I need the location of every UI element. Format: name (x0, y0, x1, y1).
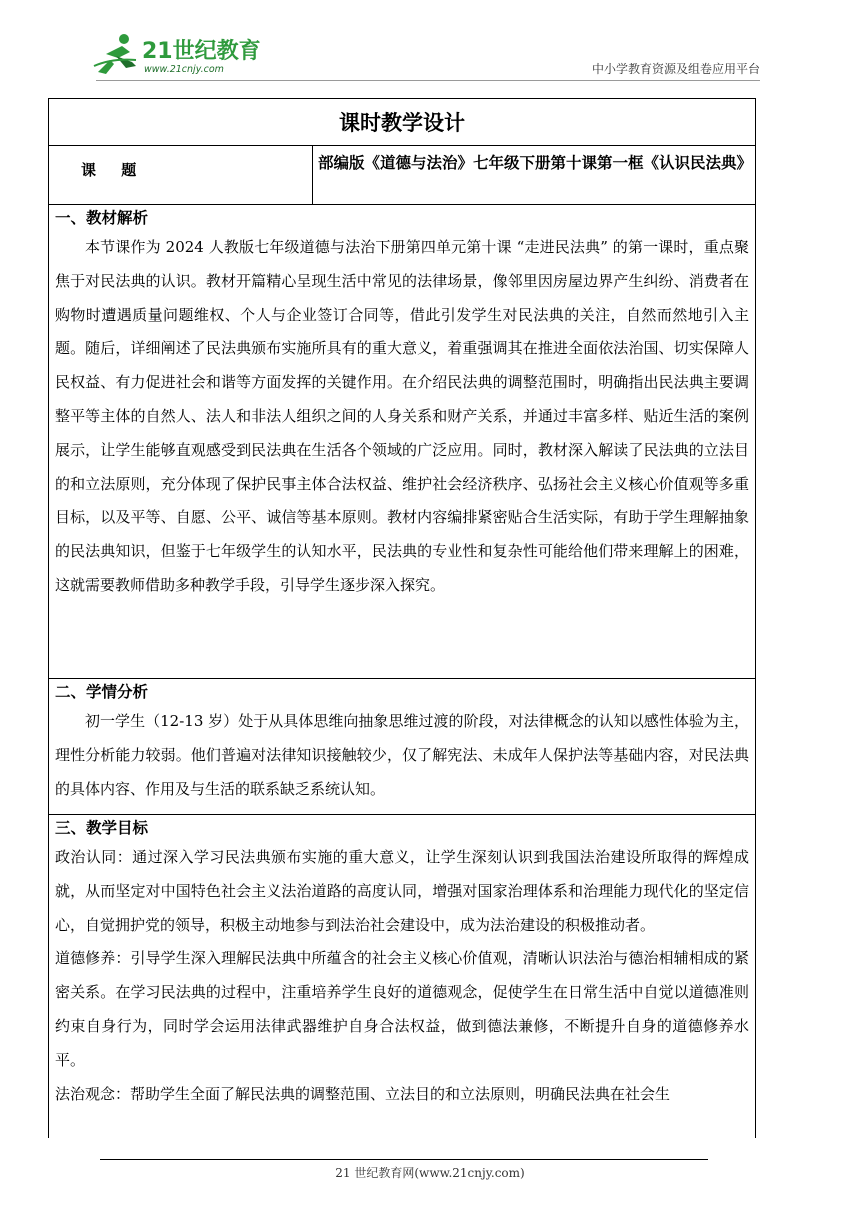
page-header (0, 0, 860, 90)
platform-name: 中小学教育资源及组卷应用平台 (591, 62, 760, 76)
table-title: 课时教学设计 (49, 99, 755, 146)
logo-text: 21世纪教育 (142, 39, 261, 64)
header-divider (96, 80, 760, 81)
section-student-analysis (49, 679, 755, 815)
goal-political: 政治认同：通过深入学习民法典颁布实施的重大意义，让学生深刻认识到我国法治建设所取得的辉煌成就，从而坚定对中国特色社会主义法治道路的高度认同，增强对国家治理体系和治理能力现代化的坚定信心，自觉拥护党的领导，积极主动地参与到法治社会建设中，成为法治建设的积极推动者。 (55, 848, 749, 934)
goal-legal: 法治观念：帮助学生全面了解民法典的调整范围、立法目的和立法原则，明确民法典在社会生 (55, 1084, 671, 1103)
section-teaching-goals (49, 815, 755, 1111)
paragraph: 初一学生（12-13 岁）处于从具体思维向抽象思维过渡的阶段，对法律概念的认知以感性体验为主，理性分析能力较弱。他们普遍对法律知识接触较少，仅了解宪法、未成年人保护法等基础内容，对民法典的具体内容、作用及与生活的联系缺乏系统认知。 (55, 712, 749, 798)
runner-icon (94, 34, 136, 74)
logo-url: www.21cnjy.com (144, 64, 224, 75)
footer-divider (100, 1159, 708, 1160)
section-textbook-analysis (49, 205, 755, 679)
topic-row (49, 146, 755, 205)
section-title: 三、教学目标 (55, 819, 149, 837)
section-title: 一、教材解析 (55, 209, 149, 227)
lesson-design-table (48, 98, 756, 1138)
paragraph: 本节课作为 2024 人教版七年级道德与法治下册第四单元第十课 “走进民法典” 的第一课时，重点聚焦于对民法典的认识。教材开篇精心呈现生活中常见的法律场景，像邻里因房屋边界产生纠纷、消费者在购物时遭遇质量问题维权、个人与企业签订合同等，借此引发学生对民法典的关注，自然而然地引入主题。随后，详细阐述了民法典颁布实施所具有的重大意义，着重强调其在推进全面依法治国、切实保障人民权益、有力促进社会和谐等方面发挥的关键作用。在介绍民法典的调整范围时，明确指出民法典主要调整平等主体的自然人、法人和非法人组织之间的人身关系和财产关系，并通过丰富多样、贴近生活的案例展示，让学生能够直观感受到民法典在生活各个领域的广泛应用。同时，教材深入解读了民法典的立法目的和立法原则，充分体现了保护民事主体合法权益、维护社会经济秩序、弘扬社会主义核心价值观等多重目标，以及平等、自愿、公平、诚信等基本原则。教材内容编排紧密贴合生活实际，有助于学生理解抽象的民法典知识，但鉴于七年级学生的认知水平，民法典的专业性和复杂性可能给他们带来理解上的困难，这就需要教师借助多种教学手段，引导学生逐步深入探究。 (55, 238, 749, 594)
brand-logo (92, 30, 292, 78)
topic-label: 课 题 (49, 146, 313, 204)
footer-text: 21 世纪教育网(www.21cnjy.com) (335, 1166, 525, 1180)
goal-moral: 道德修养：引导学生深入理解民法典中所蕴含的社会主义核心价值观，清晰认识法治与德治相辅相成的紧密关系。在学习民法典的过程中，注重培养学生良好的道德观念，促使学生在日常生活中自觉以道德准则约束自身行为，同时学会运用法律武器维护自身合法权益，做到德法兼修，不断提升自身的道德修养水平。 (55, 949, 749, 1069)
section-title: 二、学情分析 (55, 683, 149, 701)
topic-value: 部编版《道德与法治》七年级下册第十课第一框《认识民法典》 (318, 154, 753, 172)
